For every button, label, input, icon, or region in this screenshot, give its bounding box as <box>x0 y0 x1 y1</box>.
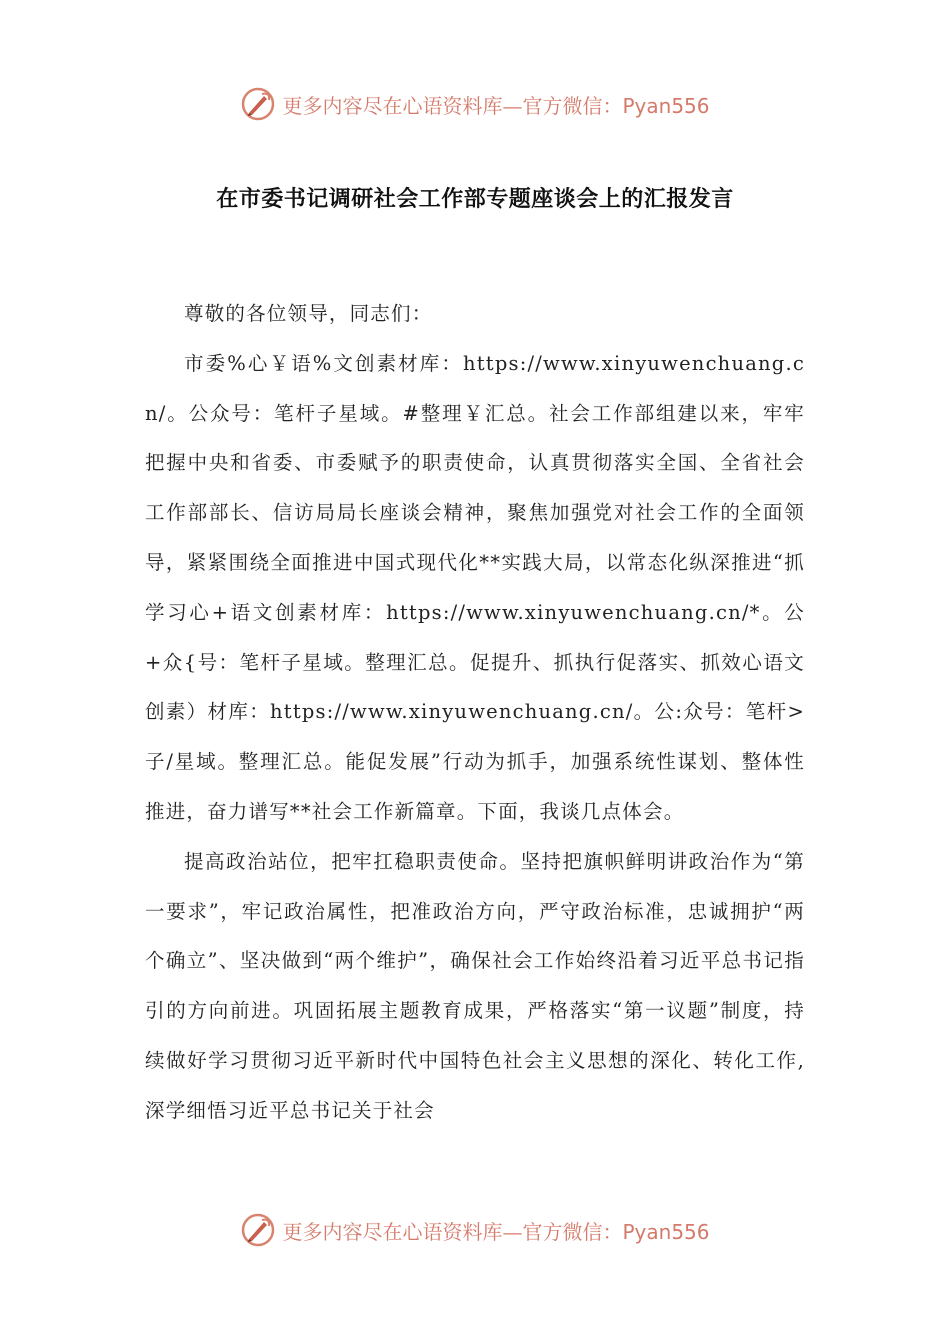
watermark-text <box>282 1216 709 1245</box>
watermark-wechat-id: Pyan556 <box>622 93 710 118</box>
watermark-wechat-id: Pyan556 <box>622 1219 710 1244</box>
paragraph-salutation: 尊敬的各位领导，同志们： <box>184 302 433 325</box>
paragraph-political-stance: 提高政治站位，把牢扛稳职责使命。坚持把旗帜鲜明讲政治作为“第一要求”，牢记政治属性，把准政治方向，严守政治标准，忠诚拥护“两个确立”、坚决做到“两个维护”，确保社会工作始终沿着习近平总书记指引的方向前进。巩固拓展主题教育成果，严格落实“第一议题”制度，持续做好学习贯彻习近平新时代中国特色社会主义思想的深化、转化工作,深学细悟习近平总书记关于社会 <box>145 849 805 1122</box>
watermark-banner-bottom <box>0 1210 950 1250</box>
document-body <box>145 289 805 1136</box>
watermark-label: 更多内容尽在心语资料库—官方微信： <box>282 1219 623 1244</box>
pen-logo-icon <box>240 1212 276 1248</box>
watermark-banner-top <box>0 84 950 124</box>
paragraph-intro: 市委%心￥语%文创素材库：https://www.xinyuwenchuang.cn/。公众号：笔杆子星域。#整理￥汇总。社会工作部组建以来，牢牢把握中央和省委、市委赋予的职责使命，认真贯彻落实全国、全省社会工作部部长、信访局局长座谈会精神，聚焦加强党对社会工作的全面领导，紧紧围绕全面推进中国式现代化**实践大局，以常态化纵深推进“抓学习心+语文创素材库：https://www.xinyuwenchuang.cn/*。公+众{号：笔杆子星域。整理汇总。促提升、抓执行促落实、抓效心语文创素）材库：https://www.xinyuwenchuang.cn/。公:众号：笔杆>子/星域。整理汇总。能促发展”行动为抓手，加强系统性谋划、整体性推进，奋力谱写**社会工作新篇章。下面，我谈几点体会。 <box>145 351 805 823</box>
watermark-text <box>282 90 709 119</box>
pen-logo-icon <box>240 86 276 122</box>
watermark-label: 更多内容尽在心语资料库—官方微信： <box>282 93 623 118</box>
document-title: 在市委书记调研社会工作部专题座谈会上的汇报发言 <box>216 186 734 212</box>
